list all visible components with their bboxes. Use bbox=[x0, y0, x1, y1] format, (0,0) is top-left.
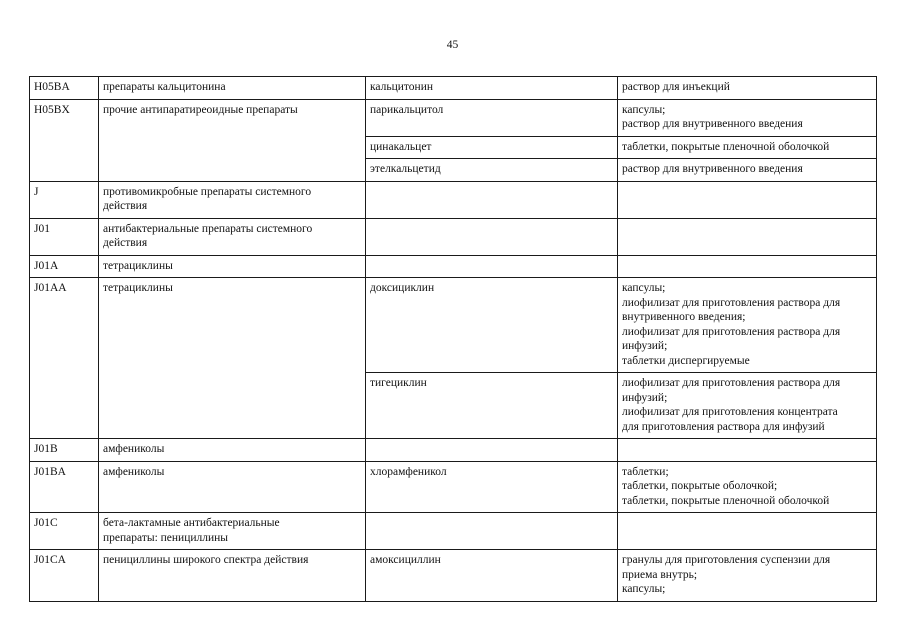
atc-code-cell bbox=[30, 218, 99, 255]
dosage-form-cell bbox=[618, 461, 877, 513]
dosage-form-line: капсулы; bbox=[622, 282, 666, 294]
pharm-group-line: тетрациклины bbox=[103, 259, 173, 272]
dosage-form-cell bbox=[618, 159, 877, 182]
pharm-group-cell bbox=[99, 550, 366, 602]
table-row bbox=[30, 550, 877, 602]
drug-name-cell bbox=[366, 550, 618, 602]
dosage-form-line: приема внутрь; bbox=[622, 568, 698, 581]
dosage-form-line: капсулы; bbox=[622, 583, 666, 595]
atc-code-cell bbox=[30, 439, 99, 462]
dosage-form-cell bbox=[618, 99, 877, 136]
pharm-group-line: прочие антипаратиреоидные препараты bbox=[103, 103, 298, 116]
table-row bbox=[30, 255, 877, 278]
dosage-form-line: лиофилизат для приготовления раствора для bbox=[622, 296, 841, 309]
drug-name-cell bbox=[366, 99, 618, 136]
atc-code: J01C bbox=[34, 517, 58, 529]
dosage-form-line: таблетки, покрытые пленочной оболочкой bbox=[622, 140, 830, 153]
atc-code: H05BX bbox=[34, 103, 70, 116]
drug-name: кальцитонин bbox=[370, 81, 433, 93]
atc-code-cell bbox=[30, 550, 99, 602]
table-row bbox=[30, 278, 877, 373]
drug-name-cell bbox=[366, 439, 618, 462]
drug-name: амоксициллин bbox=[370, 554, 441, 566]
pharm-group-line: бета-лактамные антибактериальные bbox=[103, 517, 280, 529]
atc-code: J bbox=[34, 185, 39, 198]
pharm-group-cell bbox=[99, 99, 366, 181]
dosage-form-line: раствор для инъекций bbox=[622, 81, 730, 93]
drug-name-cell bbox=[366, 77, 618, 100]
dosage-form-cell bbox=[618, 136, 877, 159]
drug-name-cell bbox=[366, 373, 618, 439]
drug-name: хлорамфеникол bbox=[370, 465, 447, 478]
pharm-group-line: препараты: пенициллины bbox=[103, 531, 229, 544]
pharm-group-cell bbox=[99, 278, 366, 439]
pharm-group-cell bbox=[99, 439, 366, 462]
pharm-group-line: действия bbox=[103, 200, 148, 212]
atc-code: J01 bbox=[34, 222, 50, 235]
dosage-form-line: инфузий; bbox=[622, 340, 668, 352]
dosage-form-line: внутривенного введения; bbox=[622, 311, 746, 323]
drug-name-cell bbox=[366, 218, 618, 255]
dosage-form-line: таблетки диспергируемые bbox=[622, 354, 750, 367]
dosage-form-cell bbox=[618, 439, 877, 462]
drug-name: парикальцитол bbox=[370, 103, 444, 116]
dosage-form-cell bbox=[618, 218, 877, 255]
drug-name-cell bbox=[366, 513, 618, 550]
pharm-group-cell bbox=[99, 513, 366, 550]
atc-code: J01B bbox=[34, 443, 58, 455]
dosage-form-line: лиофилизат для приготовления концентрата bbox=[622, 406, 838, 418]
dosage-form-line: раствор для внутривенного введения bbox=[622, 118, 803, 130]
table-row bbox=[30, 181, 877, 218]
dosage-form-line: гранулы для приготовления суспензии для bbox=[622, 554, 831, 566]
pharm-group-cell bbox=[99, 77, 366, 100]
dosage-form-cell bbox=[618, 550, 877, 602]
pharm-group-line: препараты кальцитонина bbox=[103, 81, 226, 93]
pharm-group-line: пенициллины широкого спектра действия bbox=[103, 554, 309, 566]
pharm-group-line: действия bbox=[103, 237, 148, 249]
dosage-form-line: капсулы; bbox=[622, 103, 666, 116]
pharm-group-line: противомикробные препараты системного bbox=[103, 185, 312, 198]
atc-code-cell bbox=[30, 461, 99, 513]
dosage-form-cell bbox=[618, 255, 877, 278]
pharm-group-cell bbox=[99, 181, 366, 218]
atc-code-cell bbox=[30, 255, 99, 278]
pharm-group-line: амфениколы bbox=[103, 465, 165, 478]
dosage-form-line: таблетки, покрытые оболочкой; bbox=[622, 480, 778, 492]
drug-name-cell bbox=[366, 461, 618, 513]
drug-name-cell bbox=[366, 278, 618, 373]
dosage-form-line: лиофилизат для приготовления раствора для bbox=[622, 377, 841, 389]
atc-code-cell bbox=[30, 278, 99, 439]
atc-code-cell bbox=[30, 513, 99, 550]
dosage-form-line: раствор для внутривенного введения bbox=[622, 163, 803, 175]
pharm-group-cell bbox=[99, 255, 366, 278]
page-number: 45 bbox=[446, 39, 459, 51]
table-row bbox=[30, 77, 877, 100]
pharm-group-cell bbox=[99, 461, 366, 513]
drug-name: доксициклин bbox=[370, 282, 435, 294]
dosage-form-cell bbox=[618, 278, 877, 373]
dosage-form-line: лиофилизат для приготовления раствора для bbox=[622, 325, 841, 338]
atc-code-cell bbox=[30, 99, 99, 181]
dosage-form-cell bbox=[618, 373, 877, 439]
dosage-form-cell bbox=[618, 513, 877, 550]
drug-name: этелкальцетид bbox=[370, 163, 441, 175]
atc-code: J01CA bbox=[34, 554, 66, 566]
table-row bbox=[30, 461, 877, 513]
pharm-group-cell bbox=[99, 218, 366, 255]
atc-code: J01A bbox=[34, 259, 59, 272]
dosage-form-line: инфузий; bbox=[622, 391, 668, 404]
atc-code-cell bbox=[30, 181, 99, 218]
pharm-group-line: амфениколы bbox=[103, 443, 165, 455]
drug-table bbox=[29, 76, 877, 602]
atc-code: J01BA bbox=[34, 465, 66, 478]
dosage-form-line: для приготовления раствора для инфузий bbox=[622, 420, 825, 433]
dosage-form-cell bbox=[618, 181, 877, 218]
dosage-form-line: таблетки, покрытые пленочной оболочкой bbox=[622, 494, 830, 507]
drug-name-cell bbox=[366, 159, 618, 182]
dosage-form-cell bbox=[618, 77, 877, 100]
drug-name: цинакальцет bbox=[370, 140, 432, 153]
atc-code-cell bbox=[30, 77, 99, 100]
pharm-group-line: антибактериальные препараты системного bbox=[103, 222, 313, 235]
table-row bbox=[30, 513, 877, 550]
table-row bbox=[30, 99, 877, 136]
drug-name-cell bbox=[366, 255, 618, 278]
table-row bbox=[30, 218, 877, 255]
table-row bbox=[30, 439, 877, 462]
drug-name-cell bbox=[366, 181, 618, 218]
drug-name: тигециклин bbox=[370, 377, 427, 389]
pharm-group-line: тетрациклины bbox=[103, 282, 173, 294]
drug-name-cell bbox=[366, 136, 618, 159]
atc-code: H05BA bbox=[34, 81, 70, 93]
atc-code: J01AA bbox=[34, 282, 67, 294]
dosage-form-line: таблетки; bbox=[622, 465, 669, 478]
